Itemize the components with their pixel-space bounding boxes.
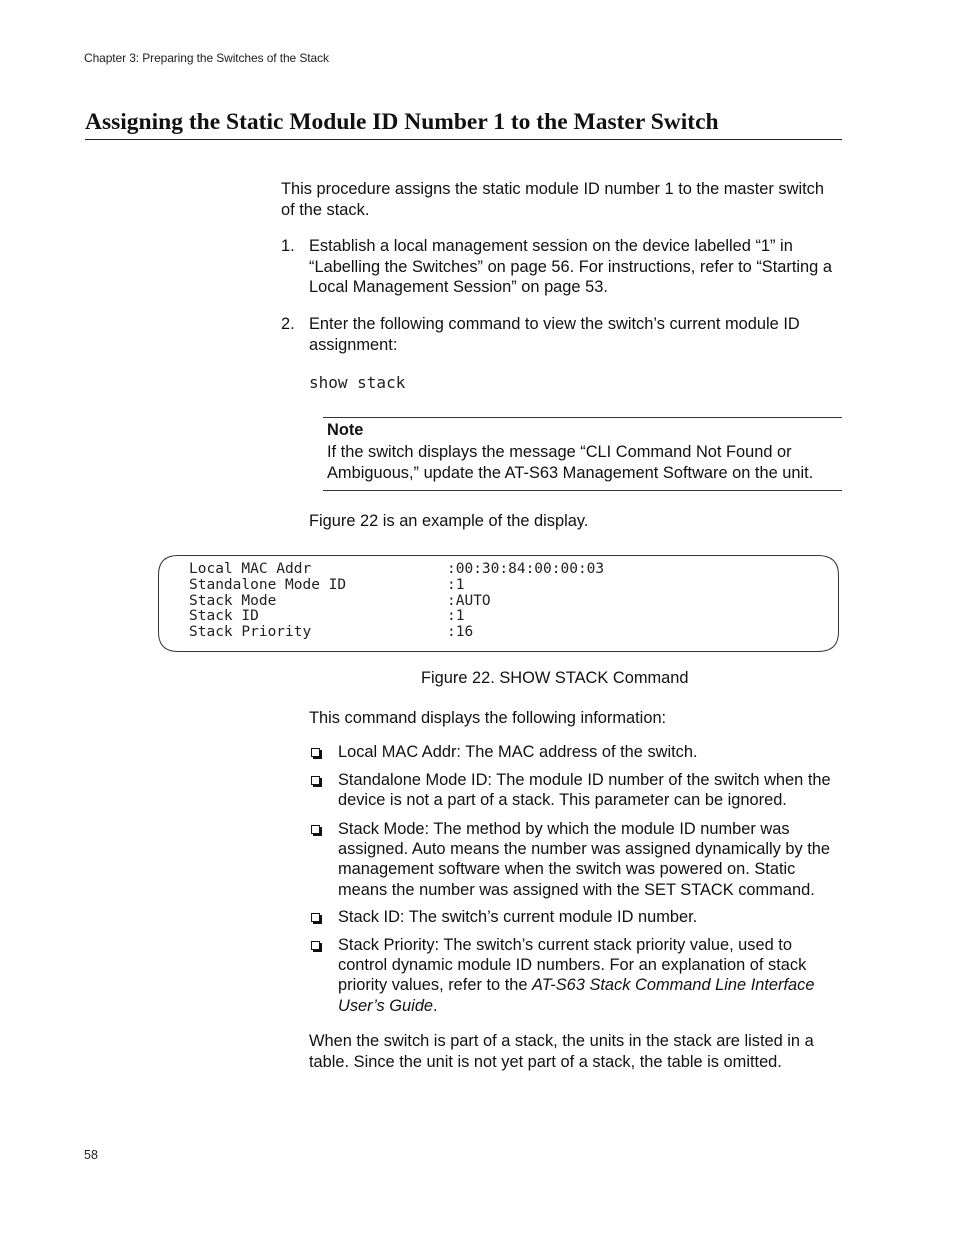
bullet-text-part: .: [433, 996, 438, 1015]
intro-paragraph: This procedure assigns the static module ID number 1 to the master switch of the stack.: [281, 180, 824, 219]
bullet-icon: [310, 907, 324, 927]
page-number: 58: [84, 1148, 98, 1162]
step-text: Establish a local management session on the device labelled “1” in “Labelling the Switches” on page 56. For instructions, refer to “Starting a Local Management Session” on page 53.: [309, 237, 832, 296]
bullet-item: Stack Mode: The method by which the module ID number was assigned. Auto means the number was assigned dynamically by the management software when the switch was powered on. Static means the number was assigned with the SET STACK command.: [338, 820, 830, 899]
figure-intro: Figure 22 is an example of the display.: [309, 512, 589, 530]
bullet-item: Stack ID: The switch’s current module ID number.: [338, 908, 698, 926]
bullet-item: Local MAC Addr: The MAC address of the switch.: [338, 743, 698, 761]
chapter-header: Chapter 3: Preparing the Switches of the Stack: [84, 51, 329, 65]
closing-paragraph: When the switch is part of a stack, the units in the stack are listed in a table. Since the unit is not yet part of a stack, the table is omitted.: [309, 1032, 814, 1071]
display-label: Standalone Mode ID: [189, 577, 347, 593]
display-value: :1: [447, 577, 465, 593]
display-label: Stack Mode: [189, 593, 277, 609]
step-text: Enter the following command to view the switch’s current module ID assignment:: [309, 315, 800, 354]
display-value: :AUTO: [447, 593, 491, 609]
figure-caption: Figure 22. SHOW STACK Command: [421, 669, 689, 687]
bullet-item: [338, 935, 842, 1016]
note-box: [323, 417, 842, 491]
display-value: :16: [447, 624, 474, 640]
bullet-icon: [310, 935, 324, 955]
display-value: :1: [447, 608, 465, 624]
command-output-display: [158, 555, 839, 652]
display-label: Stack Priority: [189, 624, 312, 640]
info-intro: This command displays the following information:: [309, 709, 667, 727]
bullet-text-part: Stack Priority: The switch’s current stack priority value, used to control dynamic module ID numbers. For an explanation of stack priority values, refer to the: [338, 936, 807, 995]
note-text: If the switch displays the message “CLI Command Not Found or Ambiguous,” update the AT-S63 Management Software on the unit.: [327, 443, 814, 482]
guide-title-reference: AT-S63 Stack Command Line Interface User’s Guide: [338, 976, 815, 1015]
step-number: 2.: [281, 315, 295, 333]
section-title: Assigning the Static Module ID Number 1 to the Master Switch: [85, 107, 842, 140]
bullet-icon: [310, 819, 324, 839]
display-value: :00:30:84:00:00:03: [447, 561, 605, 577]
display-label: Stack ID: [189, 608, 259, 624]
command-example: show stack: [309, 373, 406, 392]
bullet-icon: [310, 770, 324, 790]
bullet-icon: [310, 742, 324, 762]
display-label: Local MAC Addr: [189, 561, 312, 577]
bullet-item: Standalone Mode ID: The module ID number of the switch when the device is not a part of a stack. This parameter can be ignored.: [338, 771, 831, 810]
step-number: 1.: [281, 237, 295, 255]
note-title: Note: [327, 421, 364, 439]
